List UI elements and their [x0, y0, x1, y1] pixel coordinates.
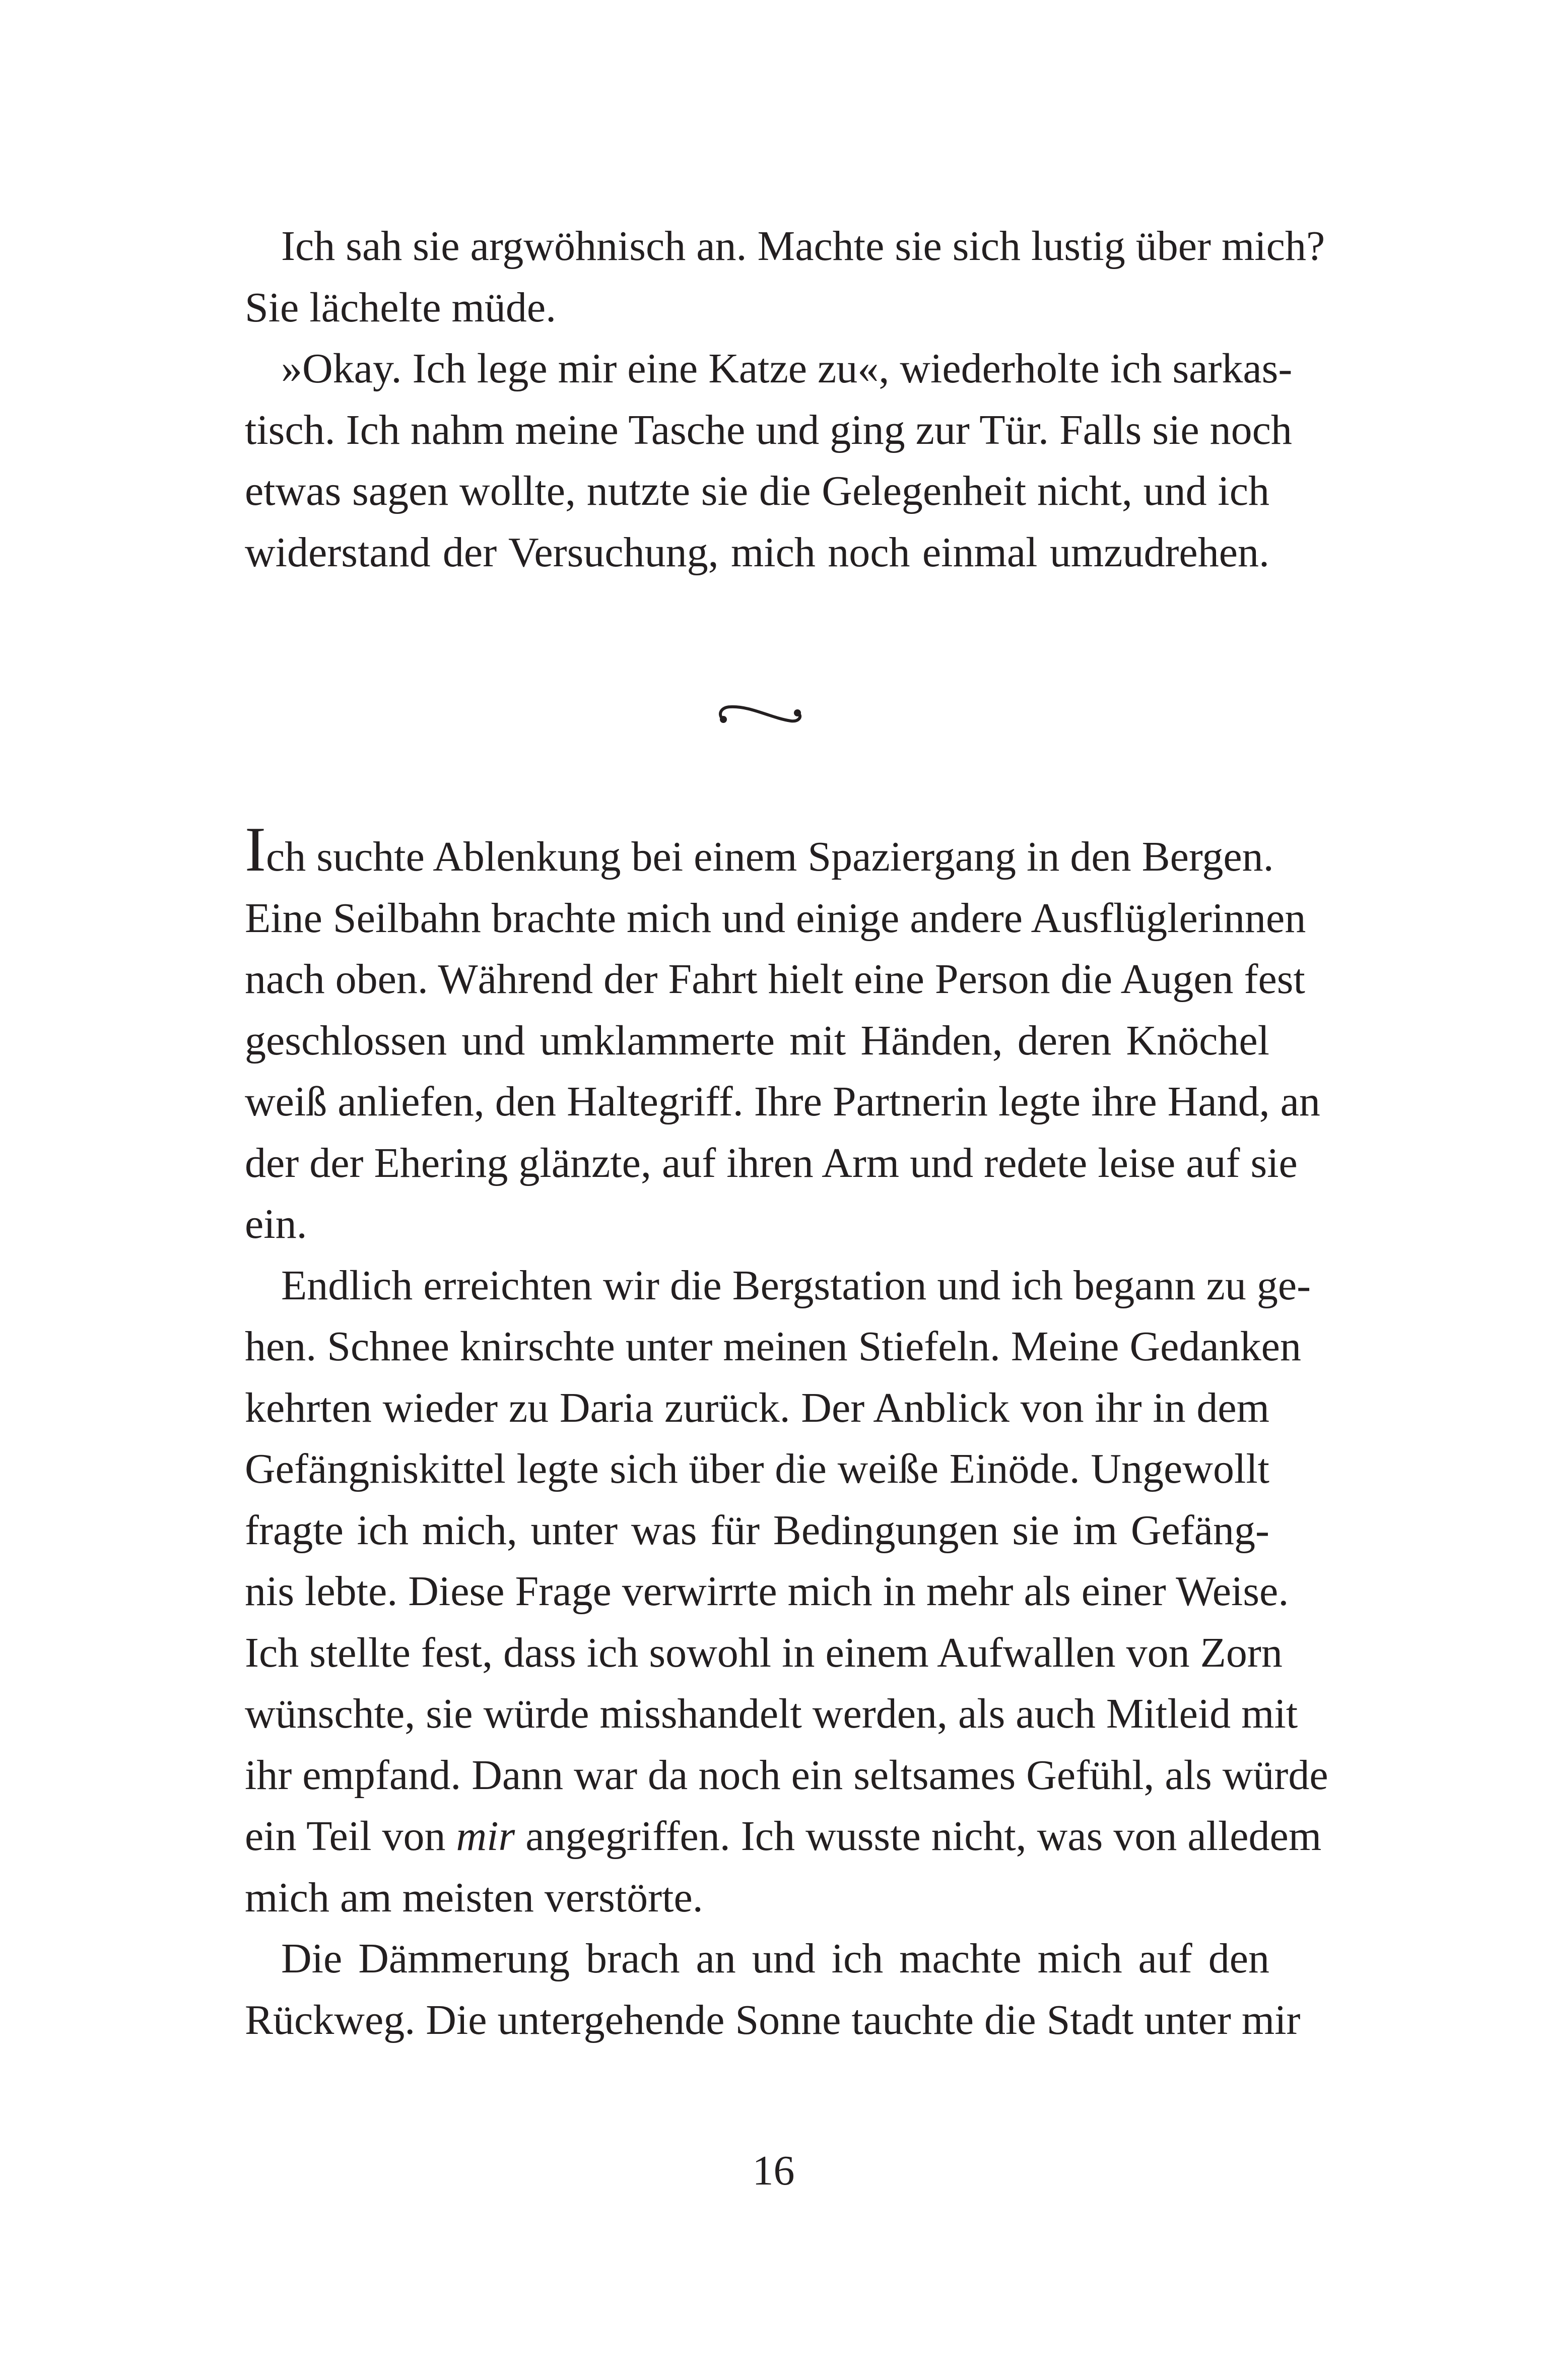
text-line: tisch. Ich nahm meine Tasche und ging zur Tür. Falls sie noch [245, 406, 1292, 453]
text-span: angegriffen. Ich wusste nicht, was von alledem [515, 1813, 1322, 1860]
drop-cap: I [245, 815, 266, 885]
text-span: ch suchte Ablenkung bei einem Spaziergang in den Bergen. [265, 833, 1274, 880]
italic-emphasis: mir [456, 1813, 515, 1860]
text-line [245, 1806, 1322, 1867]
text-line: Ich sah sie argwöhnisch an. Machte sie sich lustig über mich? [281, 223, 1325, 270]
text-line: kehrten wieder zu Daria zurück. Der Anblick von ihr in dem [245, 1384, 1269, 1431]
swash-ornament-icon [715, 703, 806, 729]
text-line: geschlossen und umklammerte mit Händen, deren Knöchel [245, 1017, 1269, 1064]
text-line: ihr empfand. Dann war da noch ein seltsames Gefühl, als würde [245, 1751, 1328, 1799]
text-line: hen. Schnee knirschte unter meinen Stiefeln. Meine Gedanken [245, 1323, 1301, 1370]
section-2 [245, 815, 1328, 2051]
text-line: Sie lächelte müde. [245, 284, 557, 331]
text-line: fragte ich mich, unter was für Bedingungen sie im Gefäng- [245, 1506, 1269, 1554]
text-line: Rückweg. Die untergehende Sonne tauchte die Stadt unter mir [245, 1996, 1301, 2043]
text-line [245, 815, 1274, 888]
text-line: der der Ehering glänzte, auf ihren Arm und redete leise auf sie [245, 1139, 1298, 1186]
text-line: mich am meisten verstörte. [245, 1874, 703, 1921]
text-line: nis lebte. Diese Frage verwirrte mich in mehr als einer Weise. [245, 1568, 1289, 1615]
text-line: Eine Seilbahn brachte mich und einige andere Ausflüglerinnen [245, 894, 1306, 942]
text-line: nach oben. Während der Fahrt hielt eine Person die Augen fest [245, 956, 1305, 1003]
text-line: weiß anliefen, den Haltegriff. Ihre Partnerin legte ihre Hand, an [245, 1078, 1320, 1125]
text-span: ein Teil von [245, 1813, 456, 1860]
text-line: Gefängniskittel legte sich über die weiße Einöde. Ungewollt [245, 1445, 1269, 1492]
text-line: etwas sagen wollte, nutzte sie die Gelegenheit nicht, und ich [245, 468, 1269, 514]
text-line: Ich stellte fest, dass ich sowohl in einem Aufwallen von Zorn [245, 1629, 1283, 1676]
page-number: 16 [752, 2147, 795, 2194]
section-1 [245, 216, 1325, 583]
text-line: widerstand der Versuchung, mich noch einmal umzudrehen. [245, 528, 1269, 576]
text-line: »Okay. Ich lege mir eine Katze zu«, wiederholte ich sarkas- [281, 345, 1293, 392]
text-line: Endlich erreichten wir die Bergstation und ich begann zu ge- [281, 1262, 1311, 1309]
text-line: Die Dämmerung brach an und ich machte mich auf den [281, 1935, 1269, 1982]
text-line: ein. [245, 1201, 307, 1247]
text-line: wünschte, sie würde misshandelt werden, als auch Mitleid mit [245, 1690, 1298, 1737]
